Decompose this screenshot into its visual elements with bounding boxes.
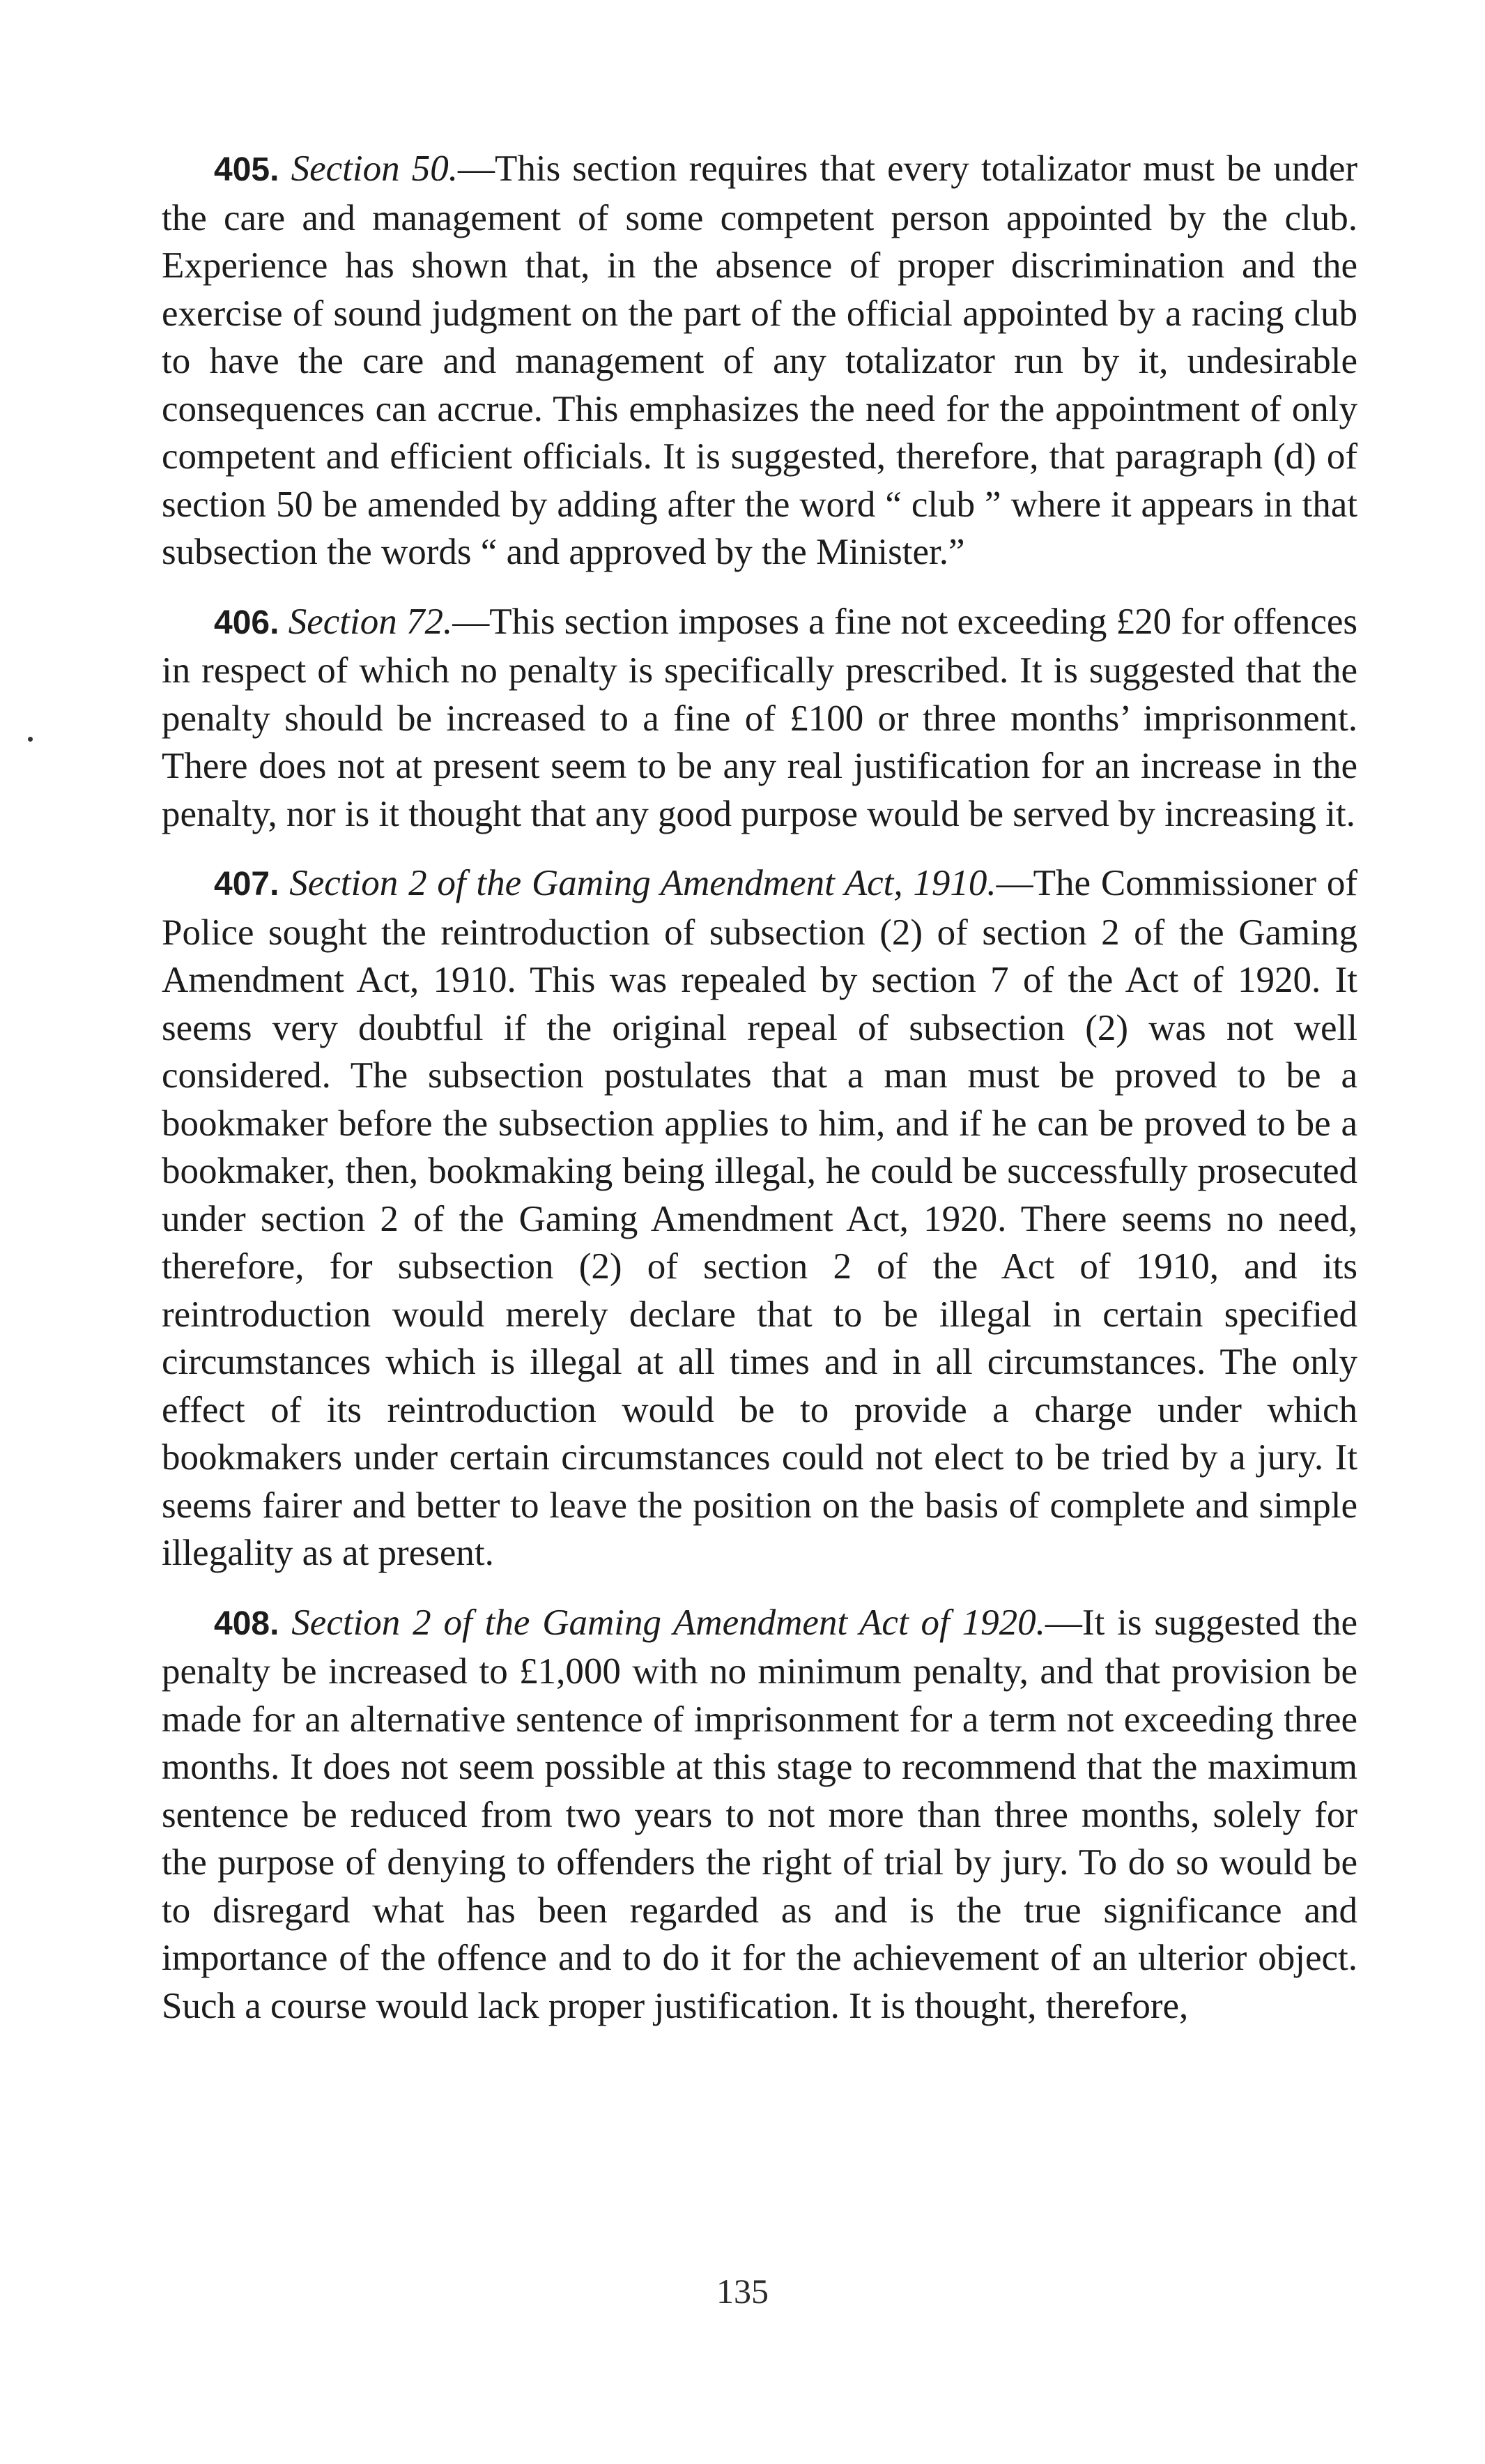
paragraph-body: —This section requires that every totalizator must be under the care and management of some competent person appointed by the club. Experience has shown that, in the absence of proper discrimination and the exercise of sound judgment on the part of the official appointed by a racing club to have the care and management of any totalizator run by it, undesirable consequences can accrue. This emphasizes the need for the appointment of only competent and efficient officials. It is suggested, therefore, that paragraph (d) of section 50 be amended by adding after the word “ club ” where it appears in that subsection the words “ and approved by the Minister.” [162,148,1358,572]
document-page [162,145,1357,2051]
paragraph-body: —It is suggested the penalty be increased to £1,000 with no minimum penalty, and that provision be made for an alternative sentence of imprisonment for a term not exceeding three months. It does not seem possible at this stage to recommend that the maximum sentence be reduced from two years to not more than three months, solely for the purpose of denying to offenders the right of trial by jury. To do so would be to disregard what has been regarded as and is the true significance and importance of the offence and to do it for the achievement of an ulterior object. Such a course would lack proper justification. It is thought, therefore, [162,1602,1357,2026]
paragraph-number: 407. [214,866,279,903]
paragraph-number: 406. [214,604,279,641]
section-heading: Section 2 of the Gaming Amendment Act of 1920. [291,1602,1045,1643]
paragraph-body: —The Commissioner of Police sought the reintroduction of subsection (2) of section 2 of the Gaming Amendment Act, 1910. This was repealed by section 7 of the Act of 1920. It seems very doubtful if the original repeal of subsection (2) was not well considered. The subsection postulates that a man must be proved to be a bookmaker before the subsection applies to him, and if he can be proved to be a bookmaker, then, bookmaking being illegal, he could be successfully prosecuted under section 2 of the Gaming Amendment Act, 1920. There seems no need, therefore, for subsection (2) of section 2 of the Act of 1910, and its reintroduction would merely declare that to be illegal in certain specified circumstances which is illegal at all times and in all circumstances. The only effect of its reintroduction would be to provide a charge under which bookmakers under certain circumstances could not elect to be tried by a jury. It seems fairer and better to leave the position on the basis of complete and simple illegality as at present. [162,863,1358,1573]
section-heading: Section 2 of the Gaming Amendment Act, 1910. [289,863,997,903]
paragraph-408 [162,1599,1357,2030]
section-heading: Section 50. [291,148,458,189]
paragraph-405 [162,145,1357,576]
page-number: 135 [716,2272,769,2311]
paragraph-body: —This section imposes a fine not exceeding £20 for offences in respect of which no penalty is specifically prescribed. It is suggested that the penalty should be increased to a fine of £100 or three months’ imprisonment. There does not at present seem to be any real justification for an increase in the penalty, nor is it thought that any good purpose would be served by increasing it. [162,601,1358,834]
section-heading: Section 72. [288,601,453,642]
scan-speck [28,737,33,742]
paragraph-406 [162,598,1357,839]
paragraph-407 [162,859,1357,1577]
paragraph-number: 405. [214,151,279,188]
paragraph-number: 408. [214,1605,279,1642]
